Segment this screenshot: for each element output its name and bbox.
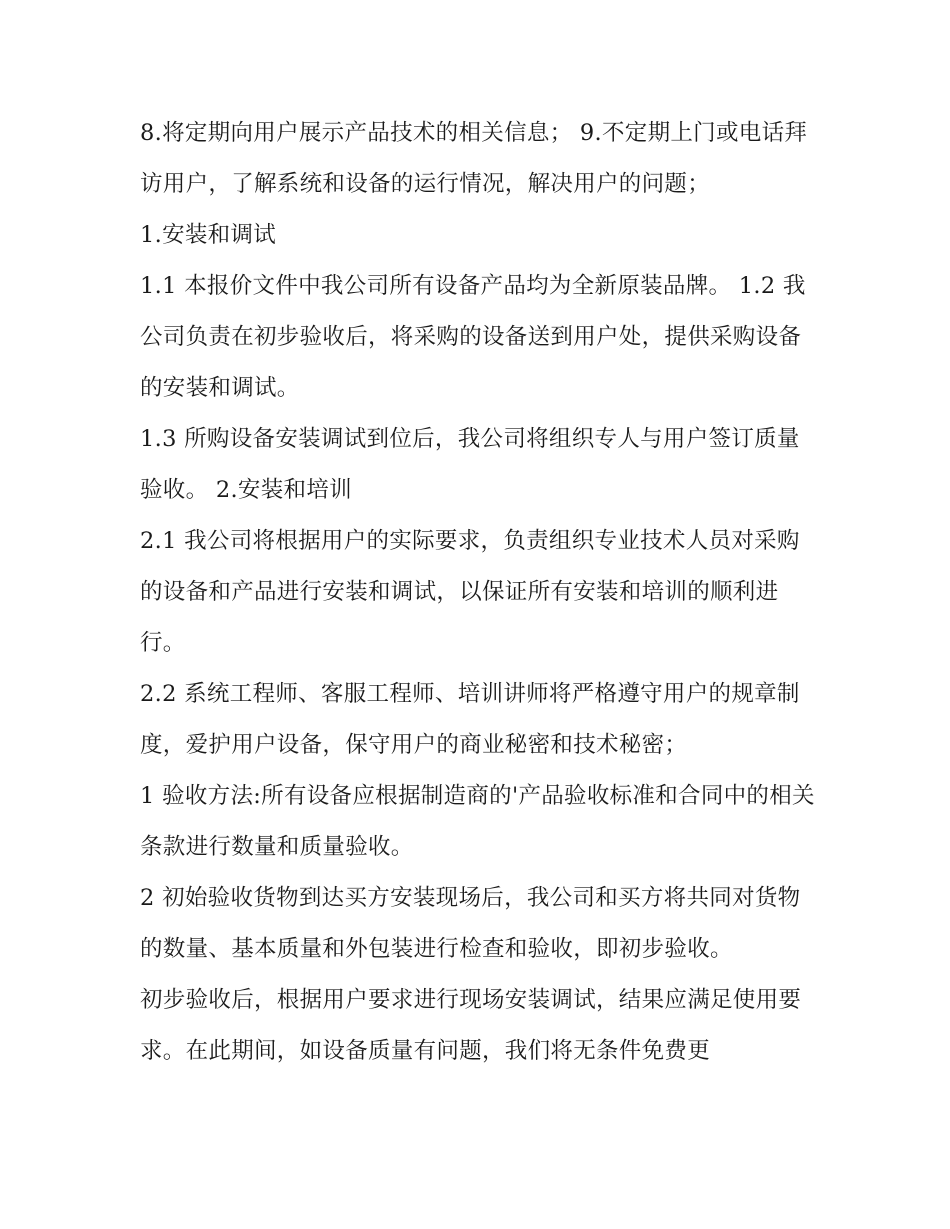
paragraph-2-2: 2.2 系统工程师、客服工程师、培训讲师将严格遵守用户的规章制度，爱护用户设备，保守用户的商业秘密和技术秘密； — [140, 681, 800, 758]
paragraph-1-3-heading-2: 1.3 所购设备安装调试到位后，我公司将组织专人与用户签订质量验收。 2.安装和培训 — [140, 426, 800, 503]
paragraph-service-items: 8.将定期向用户展示产品技术的相关信息； 9.不定期上门或电话拜访用户，了解系统和设备的运行情况，解决用户的问题； — [140, 120, 808, 197]
paragraph-2-1: 2.1 我公司将根据用户的实际要求，负责组织专业技术人员对采购的设备和产品进行安装和调试，以保证所有安装和培训的顺利进行。 — [140, 528, 800, 656]
document-body — [140, 108, 820, 1077]
section-heading-installation-debugging: 1.安装和调试 — [140, 222, 277, 248]
paragraph-1-1-1-2: 1.1 本报价文件中我公司所有设备产品均为全新原装品牌。 1.2 我公司负责在初步验收后，将采购的设备送到用户处，提供采购设备的安装和调试。 — [140, 273, 806, 401]
paragraph-acceptance-method: 1 验收方法:所有设备应根据制造商的'产品验收标准和合同中的相关条款进行数量和质量验收。 — [140, 783, 815, 860]
paragraph-initial-acceptance: 2 初始验收货物到达买方安装现场后，我公司和买方将共同对货物的数量、基本质量和外包装进行检查和验收，即初步验收。 — [140, 885, 801, 962]
paragraph-after-initial-acceptance: 初步验收后，根据用户要求进行现场安装调试，结果应满足使用要求。在此期间，如设备质量有问题，我们将无条件免费更 — [140, 987, 802, 1064]
